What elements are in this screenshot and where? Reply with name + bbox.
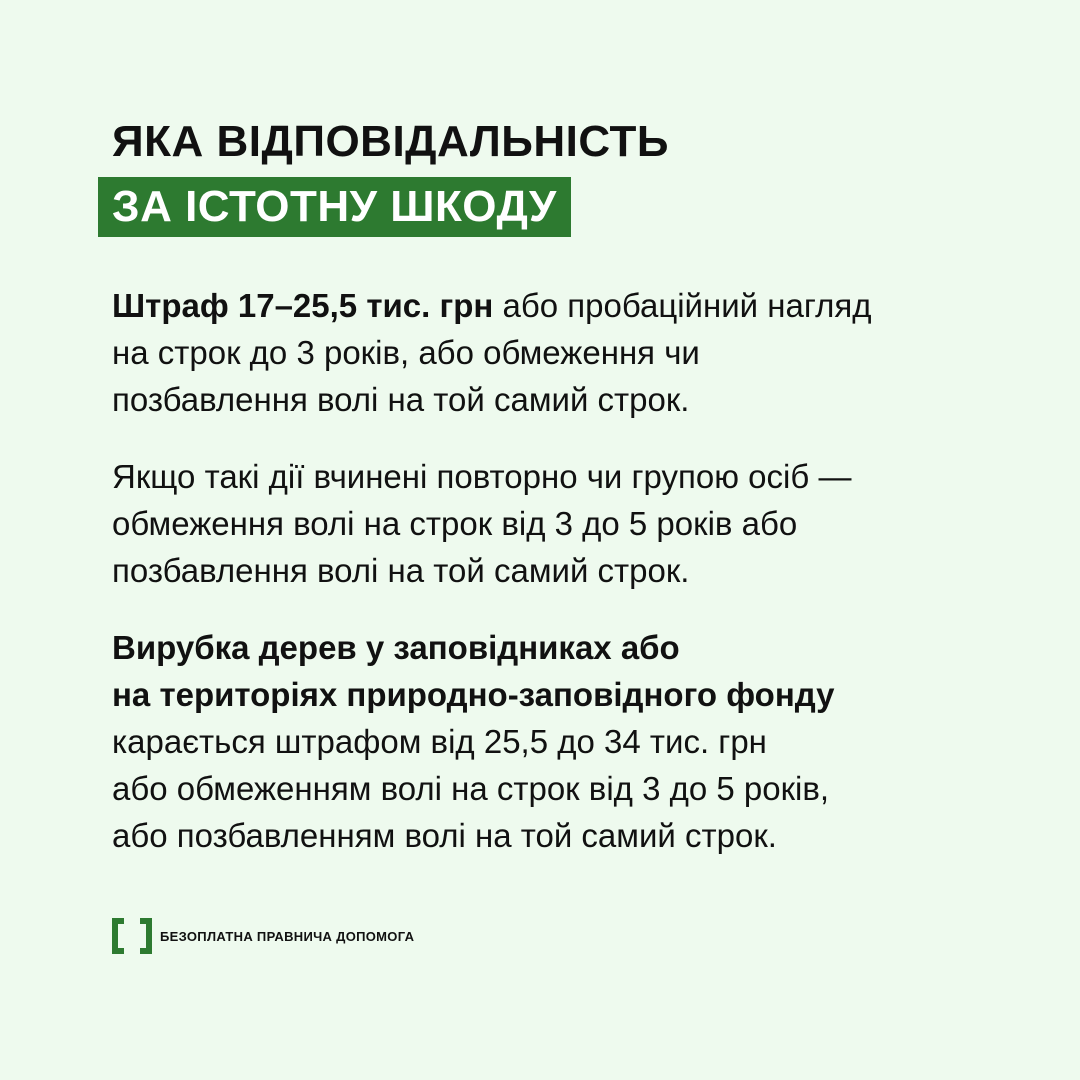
paragraph-fine-line-1 (112, 282, 1012, 329)
paragraph-reserves-line-3: карається штрафом від 25,5 до 34 тис. грн (112, 723, 767, 760)
paragraph-reserves (112, 624, 1012, 859)
paragraph-reserves-line-5: або позбавленням волі на той самий строк. (112, 817, 777, 854)
reserves-bold-1: Вирубка дерев у заповідниках або (112, 629, 680, 666)
fine-amount-bold: Штраф 17–25,5 тис. грн (112, 287, 494, 324)
reserves-bold-2: на територіях природно-заповідного фонду (112, 676, 835, 713)
paragraph-reserves-line-2 (112, 671, 1012, 718)
org-name: БЕЗОПЛАТНА ПРАВНИЧА ДОПОМОГА (160, 928, 415, 944)
footer-brand (112, 917, 414, 955)
paragraph-fine-line-1-rest: або пробаційний нагляд (493, 287, 872, 324)
paragraph-fine-line-2: на строк до 3 років, або обмеження чи (112, 334, 700, 371)
paragraph-repeat-line-2: обмеження волі на строк від 3 до 5 років або (112, 505, 798, 542)
paragraph-reserves-line-4: або обмеженням волі на строк від 3 до 5 років, (112, 770, 830, 807)
paragraph-reserves-line-1 (112, 624, 1012, 671)
paragraph-repeat-line-1: Якщо такі дії вчинені повторно чи групою осіб — (112, 458, 852, 495)
bracket-logo-icon (112, 918, 152, 954)
right-bracket-icon (140, 918, 152, 954)
paragraph-repeat (112, 453, 1012, 594)
paragraph-fine (112, 282, 1012, 423)
title-line-1: ЯКА ВІДПОВІДАЛЬНІСТЬ (112, 117, 670, 166)
left-bracket-icon (112, 918, 124, 954)
paragraph-fine-line-3: позбавлення волі на той самий строк. (112, 381, 690, 418)
paragraph-repeat-line-3: позбавлення волі на той самий строк. (112, 552, 690, 589)
title-line-2-highlight: ЗА ІСТОТНУ ШКОДУ (98, 177, 571, 237)
